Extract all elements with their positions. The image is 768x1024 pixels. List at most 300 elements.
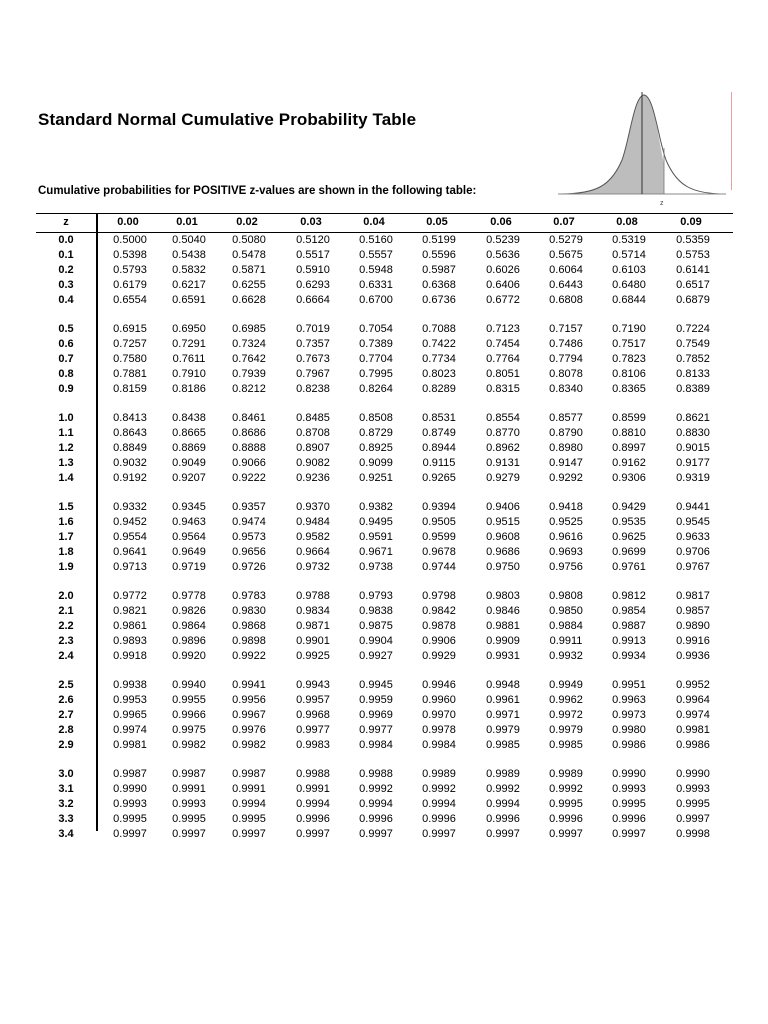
probability-cell: 0.7704 — [359, 352, 393, 365]
probability-cell: 0.8830 — [676, 426, 710, 439]
probability-cell: 0.7549 — [676, 337, 710, 350]
probability-cell: 0.8665 — [172, 426, 206, 439]
z-value-label: 2.7 — [58, 708, 74, 721]
probability-cell: 0.9441 — [676, 501, 710, 513]
probability-cell: 0.9985 — [486, 738, 520, 751]
probability-cell: 0.8729 — [359, 426, 393, 439]
probability-cell: 0.8643 — [113, 426, 147, 439]
probability-cell: 0.9927 — [359, 649, 393, 662]
probability-cell: 0.8340 — [549, 382, 583, 395]
probability-cell: 0.9838 — [359, 604, 393, 617]
probability-cell: 0.5871 — [232, 263, 266, 276]
probability-cell: 0.6443 — [549, 278, 583, 291]
probability-cell: 0.9394 — [422, 501, 456, 513]
probability-cell: 0.9997 — [232, 827, 266, 840]
probability-cell: 0.7190 — [612, 323, 646, 335]
probability-cell: 0.9994 — [486, 797, 520, 810]
probability-cell: 0.9997 — [549, 827, 583, 840]
probability-cell: 0.9973 — [612, 708, 646, 721]
probability-cell: 0.9279 — [486, 471, 520, 484]
z-value-label: 0.6 — [58, 337, 74, 350]
probability-cell: 0.9941 — [232, 679, 266, 691]
z-value-label: 2.1 — [58, 604, 74, 617]
probability-cell: 0.9878 — [422, 619, 456, 632]
column-header: 0.07 — [553, 216, 575, 228]
z-value-label: 2.0 — [58, 590, 74, 602]
probability-cell: 0.8708 — [296, 426, 330, 439]
probability-cell: 0.9406 — [486, 501, 520, 513]
probability-cell: 0.9962 — [549, 693, 583, 706]
probability-cell: 0.9515 — [486, 515, 520, 528]
probability-cell: 0.9961 — [486, 693, 520, 706]
probability-cell: 0.9945 — [359, 679, 393, 691]
probability-cell: 0.9996 — [612, 812, 646, 825]
probability-cell: 0.9177 — [676, 456, 710, 469]
probability-cell: 0.9641 — [113, 545, 147, 558]
z-value-label: 0.2 — [58, 263, 74, 276]
probability-cell: 0.6772 — [486, 293, 520, 306]
probability-cell: 0.9995 — [232, 812, 266, 825]
probability-cell: 0.9990 — [113, 782, 147, 795]
probability-cell: 0.7123 — [486, 323, 520, 335]
probability-cell: 0.9803 — [486, 590, 520, 602]
probability-cell: 0.9986 — [612, 738, 646, 751]
probability-cell: 0.9972 — [549, 708, 583, 721]
z-value-label: 1.0 — [58, 412, 74, 424]
probability-cell: 0.9943 — [296, 679, 330, 691]
probability-cell: 0.6517 — [676, 278, 710, 291]
probability-cell: 0.9959 — [359, 693, 393, 706]
probability-cell: 0.9965 — [113, 708, 147, 721]
probability-cell: 0.9693 — [549, 545, 583, 558]
probability-cell: 0.9957 — [296, 693, 330, 706]
probability-cell: 0.9842 — [422, 604, 456, 617]
column-header: 0.01 — [176, 216, 198, 228]
probability-cell: 0.9987 — [172, 768, 206, 780]
probability-cell: 0.9147 — [549, 456, 583, 469]
probability-cell: 0.9868 — [232, 619, 266, 632]
column-header: 0.00 — [117, 216, 139, 228]
probability-cell: 0.5438 — [172, 248, 206, 261]
probability-cell: 0.8531 — [422, 412, 456, 424]
probability-cell: 0.5753 — [676, 248, 710, 261]
probability-cell: 0.5478 — [232, 248, 266, 261]
probability-cell: 0.9993 — [612, 782, 646, 795]
z-value-label: 1.7 — [58, 530, 74, 543]
probability-cell: 0.7881 — [113, 367, 147, 380]
probability-cell: 0.9964 — [676, 693, 710, 706]
probability-cell: 0.9997 — [486, 827, 520, 840]
probability-cell: 0.9991 — [172, 782, 206, 795]
probability-cell: 0.9991 — [232, 782, 266, 795]
probability-cell: 0.7019 — [296, 323, 330, 335]
probability-cell: 0.5359 — [676, 234, 710, 246]
probability-cell: 0.9452 — [113, 515, 147, 528]
probability-cell: 0.9997 — [359, 827, 393, 840]
z-value-label: 3.0 — [58, 768, 74, 780]
probability-cell: 0.7517 — [612, 337, 646, 350]
probability-cell: 0.9960 — [422, 693, 456, 706]
probability-cell: 0.7939 — [232, 367, 266, 380]
probability-cell: 0.9996 — [359, 812, 393, 825]
probability-cell: 0.8944 — [422, 441, 456, 454]
probability-cell: 0.9949 — [549, 679, 583, 691]
probability-cell: 0.9982 — [172, 738, 206, 751]
probability-cell: 0.9793 — [359, 590, 393, 602]
probability-cell: 0.5279 — [549, 234, 583, 246]
probability-cell: 0.9982 — [232, 738, 266, 751]
probability-cell: 0.9969 — [359, 708, 393, 721]
probability-cell: 0.7611 — [172, 352, 206, 365]
z-value-label: 2.3 — [58, 634, 74, 647]
probability-cell: 0.5948 — [359, 263, 393, 276]
probability-cell: 0.7157 — [549, 323, 583, 335]
probability-cell: 0.7454 — [486, 337, 520, 350]
probability-cell: 0.8997 — [612, 441, 646, 454]
probability-cell: 0.9953 — [113, 693, 147, 706]
header-top-rule — [36, 213, 733, 214]
probability-cell: 0.9633 — [676, 530, 710, 543]
probability-cell: 0.9032 — [113, 456, 147, 469]
probability-cell: 0.9986 — [676, 738, 710, 751]
probability-cell: 0.7088 — [422, 323, 456, 335]
probability-cell: 0.6179 — [113, 278, 147, 291]
probability-cell: 0.9573 — [232, 530, 266, 543]
probability-cell: 0.9236 — [296, 471, 330, 484]
probability-cell: 0.8810 — [612, 426, 646, 439]
probability-cell: 0.9884 — [549, 619, 583, 632]
probability-cell: 0.9015 — [676, 441, 710, 454]
probability-cell: 0.9686 — [486, 545, 520, 558]
probability-cell: 0.9948 — [486, 679, 520, 691]
probability-cell: 0.9864 — [172, 619, 206, 632]
probability-cell: 0.9429 — [612, 501, 646, 513]
probability-cell: 0.5636 — [486, 248, 520, 261]
probability-cell: 0.8438 — [172, 412, 206, 424]
z-value-label: 1.2 — [58, 441, 74, 454]
probability-cell: 0.9357 — [232, 501, 266, 513]
probability-cell: 0.9983 — [296, 738, 330, 751]
probability-cell: 0.9997 — [612, 827, 646, 840]
probability-cell: 0.9370 — [296, 501, 330, 513]
probability-cell: 0.9987 — [232, 768, 266, 780]
z-value-label: 1.1 — [58, 426, 74, 439]
probability-cell: 0.9922 — [232, 649, 266, 662]
probability-cell: 0.9505 — [422, 515, 456, 528]
probability-cell: 0.9990 — [612, 768, 646, 780]
probability-cell: 0.6554 — [113, 293, 147, 306]
probability-cell: 0.7995 — [359, 367, 393, 380]
probability-cell: 0.8238 — [296, 382, 330, 395]
probability-cell: 0.9996 — [486, 812, 520, 825]
probability-cell: 0.8907 — [296, 441, 330, 454]
probability-cell: 0.9993 — [676, 782, 710, 795]
probability-cell: 0.9968 — [296, 708, 330, 721]
probability-cell: 0.9817 — [676, 590, 710, 602]
probability-cell: 0.9834 — [296, 604, 330, 617]
probability-cell: 0.8925 — [359, 441, 393, 454]
probability-cell: 0.9993 — [113, 797, 147, 810]
probability-cell: 0.7257 — [113, 337, 147, 350]
probability-cell: 0.9984 — [422, 738, 456, 751]
probability-cell: 0.9732 — [296, 560, 330, 573]
probability-cell: 0.9625 — [612, 530, 646, 543]
probability-cell: 0.9992 — [549, 782, 583, 795]
probability-cell: 0.9292 — [549, 471, 583, 484]
column-header: 0.06 — [490, 216, 512, 228]
probability-cell: 0.9162 — [612, 456, 646, 469]
probability-cell: 0.9857 — [676, 604, 710, 617]
probability-cell: 0.8485 — [296, 412, 330, 424]
probability-cell: 0.6950 — [172, 323, 206, 335]
probability-cell: 0.9830 — [232, 604, 266, 617]
probability-cell: 0.8790 — [549, 426, 583, 439]
probability-cell: 0.9656 — [232, 545, 266, 558]
probability-cell: 0.9925 — [296, 649, 330, 662]
probability-cell: 0.9599 — [422, 530, 456, 543]
probability-cell: 0.6591 — [172, 293, 206, 306]
z-value-label: 1.6 — [58, 515, 74, 528]
probability-cell: 0.8621 — [676, 412, 710, 424]
probability-cell: 0.5398 — [113, 248, 147, 261]
probability-cell: 0.8869 — [172, 441, 206, 454]
probability-cell: 0.9934 — [612, 649, 646, 662]
probability-cell: 0.7673 — [296, 352, 330, 365]
probability-cell: 0.9997 — [676, 812, 710, 825]
probability-cell: 0.5199 — [422, 234, 456, 246]
z-column-rule — [96, 213, 98, 831]
table-caption: Cumulative probabilities for POSITIVE z-values are shown in the following table: — [38, 185, 477, 197]
probability-cell: 0.6808 — [549, 293, 583, 306]
probability-cell: 0.9996 — [422, 812, 456, 825]
probability-cell: 0.7910 — [172, 367, 206, 380]
probability-cell: 0.9591 — [359, 530, 393, 543]
probability-cell: 0.9875 — [359, 619, 393, 632]
probability-cell: 0.9992 — [359, 782, 393, 795]
probability-cell: 0.9898 — [232, 634, 266, 647]
probability-cell: 0.8389 — [676, 382, 710, 395]
probability-cell: 0.8413 — [113, 412, 147, 424]
probability-cell: 0.8770 — [486, 426, 520, 439]
probability-cell: 0.6103 — [612, 263, 646, 276]
probability-cell: 0.8962 — [486, 441, 520, 454]
probability-cell: 0.6480 — [612, 278, 646, 291]
probability-cell: 0.9846 — [486, 604, 520, 617]
probability-cell: 0.5714 — [612, 248, 646, 261]
probability-cell: 0.6293 — [296, 278, 330, 291]
probability-cell: 0.9812 — [612, 590, 646, 602]
column-header: 0.08 — [616, 216, 638, 228]
probability-cell: 0.9913 — [612, 634, 646, 647]
probability-cell: 0.9896 — [172, 634, 206, 647]
probability-cell: 0.5987 — [422, 263, 456, 276]
column-header: 0.02 — [236, 216, 258, 228]
probability-cell: 0.7291 — [172, 337, 206, 350]
z-value-label: 0.7 — [58, 352, 74, 365]
probability-cell: 0.9981 — [676, 723, 710, 736]
probability-cell: 0.9990 — [676, 768, 710, 780]
probability-cell: 0.9996 — [296, 812, 330, 825]
probability-cell: 0.9994 — [232, 797, 266, 810]
probability-cell: 0.9251 — [359, 471, 393, 484]
probability-cell: 0.7734 — [422, 352, 456, 365]
probability-cell: 0.5239 — [486, 234, 520, 246]
probability-cell: 0.9976 — [232, 723, 266, 736]
z-value-label: 3.1 — [58, 782, 74, 795]
z-value-label: 1.3 — [58, 456, 74, 469]
probability-cell: 0.9904 — [359, 634, 393, 647]
column-header: 0.03 — [300, 216, 322, 228]
z-value-label: 3.2 — [58, 797, 74, 810]
probability-cell: 0.9616 — [549, 530, 583, 543]
probability-cell: 0.9996 — [549, 812, 583, 825]
z-value-label: 2.5 — [58, 679, 74, 691]
probability-cell: 0.9564 — [172, 530, 206, 543]
probability-cell: 0.8980 — [549, 441, 583, 454]
probability-cell: 0.8888 — [232, 441, 266, 454]
probability-cell: 0.9788 — [296, 590, 330, 602]
probability-cell: 0.9979 — [486, 723, 520, 736]
probability-cell: 0.9463 — [172, 515, 206, 528]
probability-cell: 0.9989 — [422, 768, 456, 780]
probability-cell: 0.9970 — [422, 708, 456, 721]
probability-cell: 0.5000 — [113, 234, 147, 246]
probability-cell: 0.9994 — [422, 797, 456, 810]
probability-cell: 0.9850 — [549, 604, 583, 617]
probability-cell: 0.9719 — [172, 560, 206, 573]
probability-cell: 0.5040 — [172, 234, 206, 246]
probability-cell: 0.8686 — [232, 426, 266, 439]
probability-cell: 0.6879 — [676, 293, 710, 306]
probability-cell: 0.9893 — [113, 634, 147, 647]
probability-cell: 0.9131 — [486, 456, 520, 469]
probability-cell: 0.9931 — [486, 649, 520, 662]
probability-cell: 0.9906 — [422, 634, 456, 647]
z-value-label: 2.4 — [58, 649, 74, 662]
probability-cell: 0.9997 — [422, 827, 456, 840]
probability-cell: 0.9671 — [359, 545, 393, 558]
probability-cell: 0.7389 — [359, 337, 393, 350]
probability-cell: 0.9767 — [676, 560, 710, 573]
probability-cell: 0.8599 — [612, 412, 646, 424]
probability-cell: 0.9761 — [612, 560, 646, 573]
probability-cell: 0.6064 — [549, 263, 583, 276]
probability-cell: 0.9951 — [612, 679, 646, 691]
z-value-label: 0.1 — [58, 248, 74, 261]
probability-cell: 0.9977 — [296, 723, 330, 736]
probability-cell: 0.5596 — [422, 248, 456, 261]
probability-cell: 0.9963 — [612, 693, 646, 706]
probability-cell: 0.9726 — [232, 560, 266, 573]
probability-cell: 0.9993 — [172, 797, 206, 810]
probability-cell: 0.9699 — [612, 545, 646, 558]
probability-cell: 0.9985 — [549, 738, 583, 751]
probability-cell: 0.9649 — [172, 545, 206, 558]
probability-cell: 0.9750 — [486, 560, 520, 573]
probability-cell: 0.9974 — [676, 708, 710, 721]
probability-cell: 0.5832 — [172, 263, 206, 276]
probability-cell: 0.9706 — [676, 545, 710, 558]
probability-cell: 0.9909 — [486, 634, 520, 647]
z-axis-label: z — [660, 200, 664, 206]
probability-cell: 0.7967 — [296, 367, 330, 380]
probability-cell: 0.5120 — [296, 234, 330, 246]
probability-cell: 0.5557 — [359, 248, 393, 261]
probability-cell: 0.8315 — [486, 382, 520, 395]
probability-cell: 0.9082 — [296, 456, 330, 469]
probability-cell: 0.9345 — [172, 501, 206, 513]
probability-cell: 0.9382 — [359, 501, 393, 513]
probability-cell: 0.8078 — [549, 367, 583, 380]
probability-cell: 0.5793 — [113, 263, 147, 276]
probability-cell: 0.9955 — [172, 693, 206, 706]
probability-cell: 0.9994 — [359, 797, 393, 810]
column-header: 0.05 — [426, 216, 448, 228]
probability-cell: 0.9554 — [113, 530, 147, 543]
probability-cell: 0.9772 — [113, 590, 147, 602]
probability-cell: 0.7357 — [296, 337, 330, 350]
probability-cell: 0.9911 — [549, 634, 583, 647]
probability-cell: 0.9991 — [296, 782, 330, 795]
probability-cell: 0.9997 — [113, 827, 147, 840]
z-value-label: 1.9 — [58, 560, 74, 573]
z-value-label: 0.9 — [58, 382, 74, 395]
z-value-label: 0.5 — [58, 323, 74, 335]
probability-cell: 0.6217 — [172, 278, 206, 291]
probability-cell: 0.8577 — [549, 412, 583, 424]
probability-cell: 0.9332 — [113, 501, 147, 513]
probability-cell: 0.6844 — [612, 293, 646, 306]
probability-cell: 0.6628 — [232, 293, 266, 306]
probability-cell: 0.9978 — [422, 723, 456, 736]
probability-cell: 0.9974 — [113, 723, 147, 736]
probability-cell: 0.9994 — [296, 797, 330, 810]
probability-cell: 0.9808 — [549, 590, 583, 602]
probability-cell: 0.9916 — [676, 634, 710, 647]
probability-cell: 0.9995 — [172, 812, 206, 825]
probability-cell: 0.9871 — [296, 619, 330, 632]
probability-cell: 0.9952 — [676, 679, 710, 691]
probability-cell: 0.8264 — [359, 382, 393, 395]
probability-cell: 0.9918 — [113, 649, 147, 662]
probability-cell: 0.9992 — [422, 782, 456, 795]
column-header: 0.09 — [680, 216, 702, 228]
probability-cell: 0.9756 — [549, 560, 583, 573]
probability-cell: 0.9936 — [676, 649, 710, 662]
probability-cell: 0.9306 — [612, 471, 646, 484]
probability-cell: 0.5517 — [296, 248, 330, 261]
probability-cell: 0.6026 — [486, 263, 520, 276]
probability-cell: 0.9971 — [486, 708, 520, 721]
probability-cell: 0.8849 — [113, 441, 147, 454]
z-value-label: 0.0 — [58, 234, 74, 246]
probability-cell: 0.9901 — [296, 634, 330, 647]
probability-cell: 0.9474 — [232, 515, 266, 528]
z-value-label: 2.2 — [58, 619, 74, 632]
probability-cell: 0.5675 — [549, 248, 583, 261]
probability-cell: 0.9988 — [359, 768, 393, 780]
probability-cell: 0.9099 — [359, 456, 393, 469]
probability-cell: 0.9989 — [549, 768, 583, 780]
probability-cell: 0.9495 — [359, 515, 393, 528]
probability-cell: 0.8289 — [422, 382, 456, 395]
probability-cell: 0.9981 — [113, 738, 147, 751]
z-value-label: 1.5 — [58, 501, 74, 513]
probability-cell: 0.6141 — [676, 263, 710, 276]
probability-cell: 0.9887 — [612, 619, 646, 632]
probability-cell: 0.9980 — [612, 723, 646, 736]
probability-cell: 0.9992 — [486, 782, 520, 795]
